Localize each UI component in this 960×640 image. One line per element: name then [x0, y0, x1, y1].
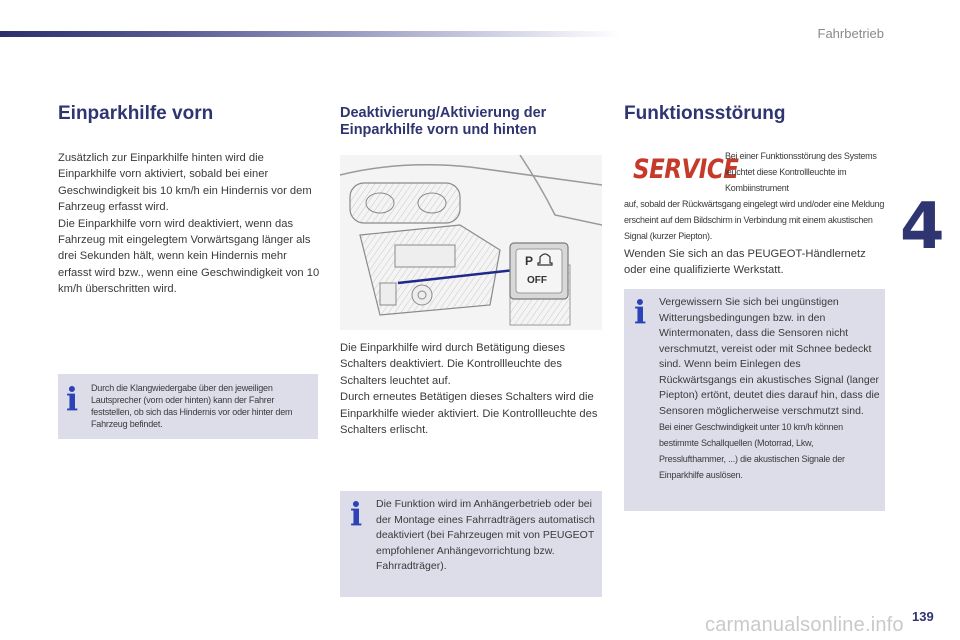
info-icon: i — [66, 380, 79, 418]
info-icon: i — [634, 293, 647, 331]
info-main-text: Vergewissern Sie sich bei ungünstigen Witterungsbedingungen bzw. in den Wintermonaten, dass die Sensoren nicht verschmutzt, vereist oder mit Schnee bedeckt sind. Wenn beim Einlegen des Rückwärtsgangs ein akustisches Signal (langer Piepton) ertönt, deutet dies darauf hin, dass die Sensoren möglicherweise verschmutzt sind. — [659, 296, 880, 417]
watermark: carmanualsonline.info — [705, 614, 904, 636]
malfunction-text-b: auf, sobald der Rückwärtsgang eingelegt wird und/oder eine Meldung erscheint auf dem Bildschirm in Verbindung mit einem akustischen Signal (kurzer Piepton). — [624, 199, 885, 241]
info-text — [659, 295, 881, 483]
paragraph: Durch erneutes Betätigen dieses Schalters wird die Einparkhilfe wieder aktiviert. Die Kontrollleuchte des Schalters erlischt. — [340, 391, 598, 437]
page-number: 139 — [912, 609, 934, 624]
deactivation-text — [340, 340, 602, 438]
chapter-number: 4 — [900, 190, 945, 264]
info-small-text: Bei einer Geschwindigkeit unter 10 km/h können bestimmte Schallquellen (Motorrad, Lkw, Presslufthammer, ...) die akustischen Signale der Einparkhilfe auslösen. — [659, 422, 845, 480]
svg-text:P: P — [525, 254, 534, 268]
heading-deactivation: Deaktivierung/Aktivierung der Einparkhilfe vorn und hinten — [340, 105, 547, 138]
section-title: Fahrbetrieb — [817, 26, 884, 41]
info-icon: i — [350, 495, 363, 533]
heading-malfunction: Funktionsstörung — [624, 103, 786, 124]
front-parking-aid-text — [58, 150, 320, 298]
info-text: Die Funktion wird im Anhängerbetrieb oder bei der Montage eines Fahrradträgers automatisch deaktiviert (bei Fahrzeugen mit von PEUGEOT empfohlener Anhängevorrichtung bzw. Fahrradträger). — [376, 498, 595, 572]
switch-off-label: OFF — [527, 275, 547, 286]
header-bar — [0, 31, 620, 37]
info-box-trailer — [340, 491, 602, 597]
dealer-advice-text: Wenden Sie sich an das PEUGEOT-Händlernetz oder eine qualifizierte Werkstatt. — [624, 248, 866, 277]
paragraph: Die Einparkhilfe wird durch Betätigung dieses Schalters deaktiviert. Die Kontrollleuchte des Schalters leuchtet auf. — [340, 342, 566, 387]
service-warning-icon: SERVICE — [633, 154, 739, 185]
malfunction-text-a: Bei einer Funktionsstörung des Systems leuchtet diese Kontrollleuchte im Kombiinstrument — [725, 151, 877, 193]
info-box-sensors — [624, 289, 885, 511]
heading-front-parking-aid: Einparkhilfe vorn — [58, 103, 214, 124]
dashboard-illustration — [340, 155, 602, 330]
paragraph: Zusätzlich zur Einparkhilfe hinten wird die Einparkhilfe vorn aktiviert, sobald bei einer Geschwindigkeit bis 10 km/h ein Hindernis vor dem Fahrzeug erfasst wird. — [58, 152, 312, 214]
info-box-sound — [58, 374, 318, 439]
info-text: Durch die Klangwiedergabe über den jeweiligen Lautsprecher (vorn oder hinten) kann der Fahrer feststellen, ob sich das Hindernis vor oder hinter dem Fahrzeug befindet. — [91, 383, 293, 429]
dashboard-switch-photo — [340, 155, 602, 330]
paragraph: Die Einparkhilfe vorn wird deaktiviert, wenn das Fahrzeug mit eingelegtem Vorwärtsgang länger als drei Sekunden hält, wenn kein Hindernis mehr erfasst wird bzw., wenn eine Geschwindigkeit von 10 km/h überschritten wird. — [58, 217, 320, 296]
